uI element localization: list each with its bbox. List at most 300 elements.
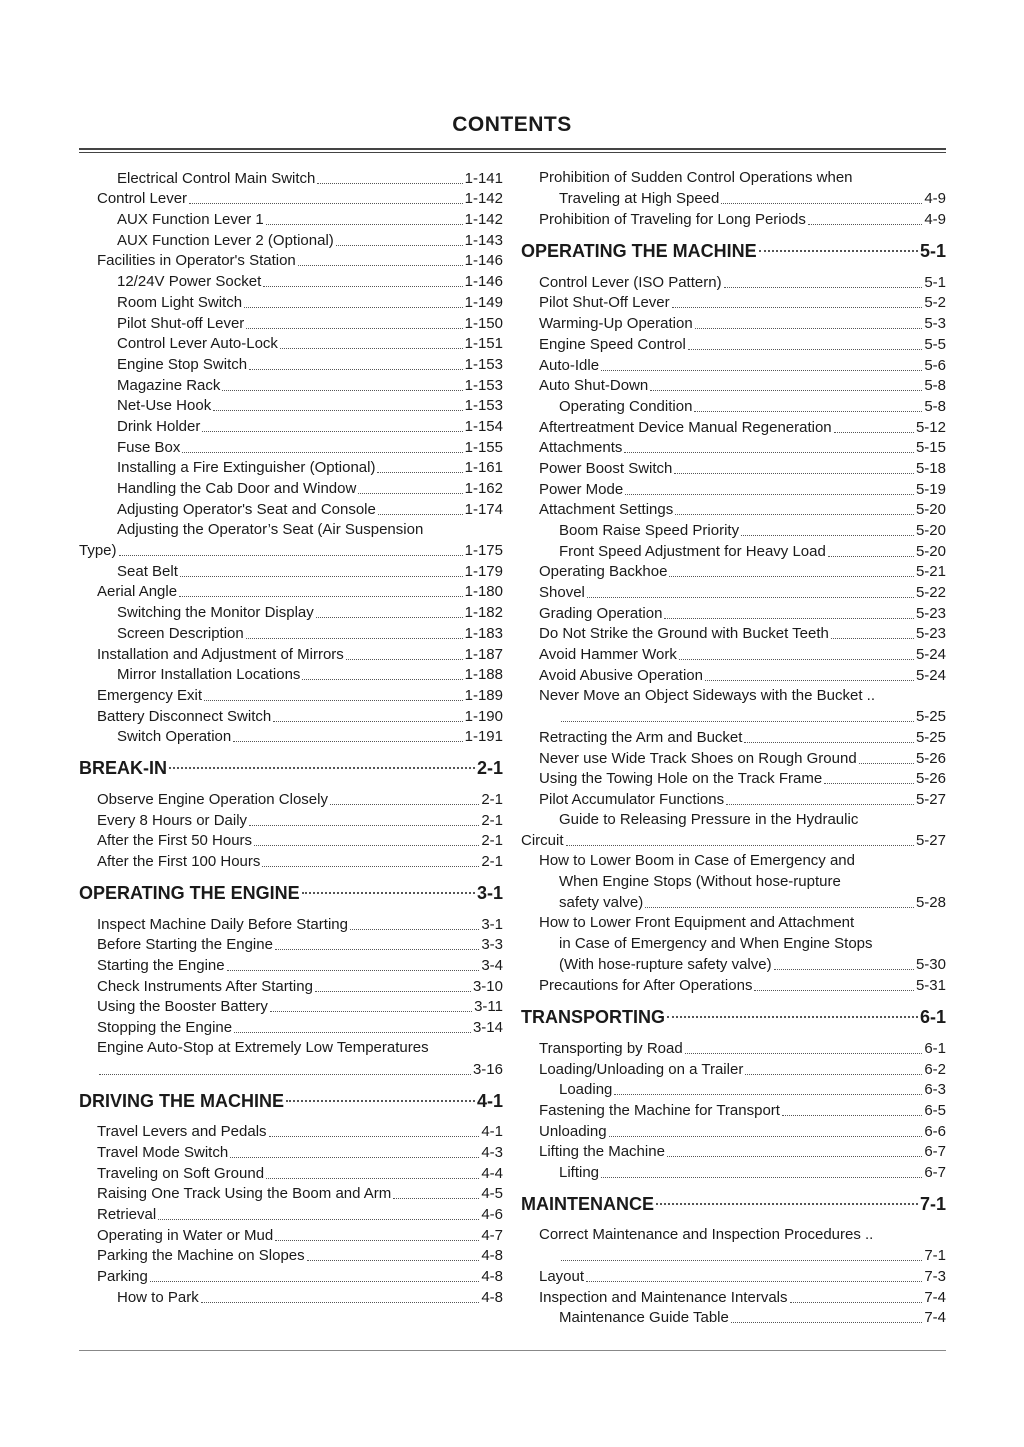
entry-title: TRANSPORTING [521, 1007, 665, 1028]
dot-leader [275, 949, 479, 950]
dot-leader [586, 1281, 922, 1282]
toc-entry[interactable] [79, 623, 503, 644]
dot-leader [667, 1016, 918, 1018]
dot-leader [859, 763, 914, 764]
page-number: 3-4 [481, 957, 503, 975]
page-number: 1-155 [464, 438, 503, 456]
dot-leader [307, 1260, 480, 1261]
dot-leader [182, 452, 462, 453]
toc-entry[interactable] [521, 1266, 946, 1287]
toc-entry[interactable] [521, 189, 946, 210]
page-number: 5-27 [915, 790, 946, 808]
toc-section-heading[interactable] [79, 872, 503, 914]
page-number: 1-146 [464, 252, 503, 270]
toc-entry[interactable] [521, 1246, 946, 1267]
dot-leader [695, 328, 923, 329]
toc-entry[interactable] [79, 1142, 503, 1163]
entry-title: Starting the Engine [97, 957, 225, 975]
toc-entry[interactable] [521, 1038, 946, 1059]
toc-entry-continued: Adjusting the Operator’s Seat (Air Suspension [117, 520, 424, 538]
toc-entry[interactable] [79, 997, 503, 1018]
dot-leader [378, 514, 463, 515]
dot-leader [561, 721, 914, 722]
page-number: 3-1 [481, 915, 503, 933]
page-number: 5-26 [915, 770, 946, 788]
page-number: 5-31 [915, 977, 946, 995]
toc-entry[interactable] [79, 375, 503, 396]
page-number: 4-6 [481, 1205, 503, 1223]
page-number: 5-28 [915, 894, 946, 912]
entry-title: Emergency Exit [97, 686, 203, 704]
page-number: 1-179 [464, 562, 503, 580]
page-number: 5-2 [924, 294, 946, 312]
page-number: 7-1 [924, 1247, 946, 1265]
dot-leader [266, 224, 463, 225]
toc-entry[interactable] [79, 209, 503, 230]
toc-entry[interactable] [521, 893, 946, 914]
toc-entry[interactable] [79, 478, 503, 499]
entry-title: Attachments [539, 439, 623, 457]
toc-column-left [79, 168, 503, 1308]
toc-entry[interactable] [79, 602, 503, 623]
toc-entry[interactable] [521, 355, 946, 376]
toc-entry[interactable] [521, 479, 946, 500]
toc-entry[interactable] [79, 499, 503, 520]
toc-entry[interactable] [79, 976, 503, 997]
toc-section-heading[interactable] [521, 996, 946, 1038]
page-number: 5-23 [915, 625, 946, 643]
entry-title: Unloading [539, 1122, 607, 1140]
dot-leader [234, 1032, 471, 1033]
toc-entry[interactable] [79, 168, 503, 189]
toc-entry[interactable] [79, 727, 503, 748]
dot-leader [254, 845, 479, 846]
page-number: 2-1 [481, 811, 503, 829]
toc-entry[interactable] [521, 541, 946, 562]
page-number: 3-1 [476, 883, 503, 903]
dot-leader [624, 452, 914, 453]
page-number: 3-3 [481, 936, 503, 954]
page-number: 1-141 [464, 169, 503, 187]
page-number: 5-1 [924, 273, 946, 291]
toc-entry[interactable] [79, 1163, 503, 1184]
dot-leader [828, 556, 914, 557]
entry-title: Adjusting Operator's Seat and Console [117, 500, 376, 518]
toc-entry[interactable] [79, 810, 503, 831]
toc-entry[interactable] [521, 1142, 946, 1163]
dot-leader [721, 203, 922, 204]
toc-entry[interactable] [79, 685, 503, 706]
dot-leader [244, 307, 463, 308]
entry-title: Pilot Shut-Off Lever [539, 294, 670, 312]
toc-entry[interactable] [79, 789, 503, 810]
entry-title: Shovel [539, 584, 585, 602]
dot-leader [614, 1094, 922, 1095]
entry-title: Electrical Control Main Switch [117, 169, 316, 187]
toc-entry-continued: How to Lower Front Equipment and Attachment [539, 914, 855, 932]
dot-leader [204, 700, 463, 701]
toc-entry[interactable] [521, 789, 946, 810]
toc-entry[interactable] [79, 1122, 503, 1143]
page-number: 1-189 [464, 686, 503, 704]
dot-leader [664, 618, 914, 619]
entry-title: Using the Booster Battery [97, 998, 268, 1016]
page-number: 3-10 [472, 977, 503, 995]
entry-title: Loading/Unloading on a Trailer [539, 1060, 744, 1078]
page-number: 5-3 [924, 315, 946, 333]
page-number: 1-187 [464, 645, 503, 663]
page-number: 5-5 [924, 335, 946, 353]
toc-entry[interactable] [521, 1059, 946, 1080]
entry-title: Raising One Track Using the Boom and Arm [97, 1185, 392, 1203]
entry-title: Switch Operation [117, 728, 232, 746]
toc-entry-continued: Never Move an Object Sideways with the Bucket .. [539, 686, 875, 704]
toc-entry[interactable] [521, 727, 946, 748]
toc-entry[interactable] [79, 437, 503, 458]
dot-leader [667, 1156, 922, 1157]
entry-title: Inspect Machine Daily Before Starting [97, 915, 348, 933]
dot-leader [744, 742, 914, 743]
toc-entry[interactable] [521, 603, 946, 624]
dot-leader [189, 203, 463, 204]
entry-title: Check Instruments After Starting [97, 977, 313, 995]
entry-title: (With hose-rupture safety valve) [559, 956, 772, 974]
toc-entry[interactable] [521, 975, 946, 996]
entry-title: Mirror Installation Locations [117, 666, 301, 684]
toc-entry[interactable] [79, 189, 503, 210]
toc-entry[interactable] [521, 582, 946, 603]
entry-title: AUX Function Lever 2 (Optional) [117, 231, 334, 249]
dot-leader [679, 659, 914, 660]
page-number: 5-20 [915, 522, 946, 539]
entry-title: Switching the Monitor Display [117, 604, 314, 622]
entry-title: Drink Holder [117, 417, 201, 435]
dot-leader [561, 1260, 922, 1261]
toc-entry-continued: How to Lower Boom in Case of Emergency and [539, 852, 855, 870]
entry-title: Operating in Water or Mud [97, 1226, 274, 1244]
toc-entry[interactable] [79, 1059, 503, 1080]
toc-entry[interactable] [79, 1204, 503, 1225]
page-title: CONTENTS [452, 113, 572, 136]
page-number: 1-161 [464, 459, 503, 477]
toc-entry[interactable] [79, 831, 503, 852]
toc-entry[interactable] [521, 396, 946, 417]
dot-leader [169, 767, 475, 769]
toc-entry[interactable] [79, 416, 503, 437]
page-number: 5-15 [915, 439, 946, 457]
dot-leader [273, 721, 462, 722]
entry-title: Operating Backhoe [539, 563, 668, 581]
toc-entry-continued: in Case of Emergency and When Engine Stops [559, 935, 873, 953]
entry-title: Traveling on Soft Ground [97, 1164, 265, 1182]
page-number: 4-5 [481, 1185, 503, 1203]
toc-entry[interactable] [79, 458, 503, 479]
page-number: 1-153 [464, 355, 503, 373]
page-number: 5-27 [915, 832, 946, 850]
toc-entry[interactable] [521, 1121, 946, 1142]
toc-entry[interactable] [521, 272, 946, 293]
toc-entry[interactable] [79, 1017, 503, 1038]
page-number: 6-1 [919, 1007, 946, 1028]
page-number: 6-5 [924, 1101, 946, 1119]
toc-entry[interactable] [521, 955, 946, 976]
entry-title: Handling the Cab Door and Window [117, 480, 357, 497]
entry-title: Before Starting the Engine [97, 936, 273, 954]
toc-entry[interactable] [521, 438, 946, 459]
toc-entry-continued: Engine Auto-Stop at Extremely Low Temperatures [97, 1039, 429, 1057]
toc-entry[interactable] [521, 665, 946, 686]
dot-leader [249, 825, 479, 826]
entry-title: Net-Use Hook [117, 397, 212, 415]
dot-leader [754, 990, 914, 991]
dot-leader [179, 596, 463, 597]
dot-leader [227, 970, 480, 971]
page-number: 4-8 [481, 1288, 503, 1306]
toc-entry[interactable] [79, 1287, 503, 1308]
dot-leader [346, 659, 463, 660]
dot-leader [249, 369, 463, 370]
entry-title: Loading [559, 1081, 613, 1099]
page-number: 4-9 [924, 190, 946, 208]
toc-entry-continued: When Engine Stops (Without hose-rupture [559, 873, 841, 890]
entry-title: Facilities in Operator's Station [97, 252, 296, 270]
entry-title: safety valve) [559, 894, 644, 912]
toc-entry[interactable] [521, 1080, 946, 1101]
page-number: 1-150 [464, 314, 503, 332]
entry-title: Avoid Hammer Work [539, 646, 677, 664]
dot-leader [316, 617, 463, 618]
entry-title: Travel Levers and Pedals [97, 1123, 267, 1141]
page-number: 1-174 [464, 500, 503, 518]
dot-leader [266, 1178, 479, 1179]
entry-title: Operating Condition [559, 397, 693, 415]
entry-title: Installing a Fire Extinguisher (Optional) [117, 459, 376, 477]
entry-title: Transporting by Road [539, 1039, 683, 1057]
toc-entry[interactable] [521, 1100, 946, 1121]
entry-title: Avoid Abusive Operation [539, 666, 703, 684]
page-number: 4-9 [924, 211, 946, 229]
page-number: 5-26 [915, 749, 946, 767]
toc-entry[interactable] [79, 1266, 503, 1287]
page-number: 5-18 [915, 459, 946, 477]
page-number: 4-8 [481, 1247, 503, 1265]
toc-entry[interactable] [521, 1287, 946, 1308]
entry-title: Traveling at High Speed [559, 190, 720, 208]
dot-leader [302, 892, 475, 894]
toc-entry[interactable] [79, 955, 503, 976]
toc-entry[interactable] [79, 313, 503, 334]
toc-section-heading[interactable] [79, 747, 503, 789]
entry-title: Warming-Up Operation [539, 315, 693, 333]
dot-leader [246, 638, 463, 639]
entry-title: Never use Wide Track Shoes on Rough Ground [539, 749, 857, 767]
entry-title: Installation and Adjustment of Mirrors [97, 645, 344, 663]
toc-entry[interactable] [79, 644, 503, 665]
dot-leader [393, 1198, 479, 1199]
page-number: 6-2 [924, 1060, 946, 1078]
toc-entry[interactable] [79, 1225, 503, 1246]
page-number: 5-22 [915, 584, 946, 602]
entry-title: After the First 100 Hours [97, 853, 261, 870]
toc-section-heading[interactable] [521, 230, 946, 272]
dot-leader [741, 535, 914, 536]
page-number: 1-146 [464, 273, 503, 291]
toc-entry[interactable] [79, 251, 503, 272]
page-number: 4-8 [481, 1268, 503, 1285]
page-number: 6-6 [924, 1122, 946, 1140]
toc-entry[interactable] [521, 293, 946, 314]
toc-entry[interactable] [521, 334, 946, 355]
dot-leader [731, 1322, 922, 1323]
page-number: 2-1 [476, 758, 503, 779]
dot-leader [705, 680, 914, 681]
dot-leader [233, 741, 462, 742]
entry-title: Retrieval [97, 1205, 157, 1223]
page-number: 5-23 [915, 604, 946, 622]
toc-entry[interactable] [521, 500, 946, 521]
entry-title: MAINTENANCE [521, 1193, 654, 1214]
entry-title: Maintenance Guide Table [559, 1309, 729, 1327]
dot-leader [275, 1240, 479, 1241]
dot-leader [317, 183, 462, 184]
toc-section-heading[interactable] [79, 1080, 503, 1122]
toc-entry[interactable] [521, 562, 946, 583]
entry-title: Fastening the Machine for Transport [539, 1101, 780, 1119]
dot-leader [669, 576, 914, 577]
entry-title: Observe Engine Operation Closely [97, 790, 328, 808]
dot-leader [119, 555, 463, 556]
page-number: 7-3 [924, 1268, 946, 1285]
entry-title: Power Mode [539, 480, 624, 498]
entry-title: Layout [539, 1268, 585, 1285]
toc-entry[interactable] [521, 1162, 946, 1183]
entry-title: DRIVING THE MACHINE [79, 1090, 285, 1111]
toc-entry[interactable] [79, 334, 503, 355]
entry-title: Retracting the Arm and Bucket [539, 728, 743, 746]
entry-title: Engine Speed Control [539, 335, 686, 353]
page-number: 5-20 [915, 501, 946, 519]
toc-entry[interactable] [79, 540, 503, 561]
entry-title: Type) [79, 542, 117, 560]
entry-title: Room Light Switch [117, 293, 243, 311]
toc-entry[interactable] [79, 935, 503, 956]
dot-leader [650, 390, 922, 391]
entry-title: Power Boost Switch [539, 459, 673, 477]
toc-entry[interactable] [79, 1184, 503, 1205]
page-number: 2-1 [481, 853, 503, 870]
page-number: 1-162 [464, 480, 503, 497]
dot-leader [280, 348, 463, 349]
toc-entry[interactable] [79, 292, 503, 313]
page-number: 5-21 [915, 563, 946, 581]
dot-leader [808, 224, 922, 225]
page-number: 6-7 [924, 1163, 946, 1181]
dot-leader [180, 576, 463, 577]
page-number: 5-25 [915, 728, 946, 746]
toc-entry[interactable] [521, 376, 946, 397]
page-number: 1-175 [464, 542, 503, 560]
entry-title: Precautions for After Operations [539, 977, 753, 995]
toc-entry[interactable] [521, 831, 946, 852]
toc-entry[interactable] [79, 561, 503, 582]
entry-title: Screen Description [117, 624, 244, 642]
entry-title: Battery Disconnect Switch [97, 707, 272, 725]
dot-leader [782, 1115, 922, 1116]
toc-entry-continued: Correct Maintenance and Inspection Procedures .. [539, 1225, 874, 1243]
dot-leader [213, 410, 462, 411]
page-number: 1-153 [464, 397, 503, 415]
toc-entry[interactable] [79, 230, 503, 251]
toc-entry-continued: Guide to Releasing Pressure in the Hydraulic [559, 810, 859, 828]
page-number: 5-25 [915, 708, 946, 726]
toc-entry[interactable] [79, 665, 503, 686]
toc-entry[interactable] [79, 1246, 503, 1267]
dot-leader [694, 411, 922, 412]
page-number: 2-1 [481, 790, 503, 808]
toc-entry[interactable] [79, 706, 503, 727]
entry-title: Aftertreatment Device Manual Regeneration [539, 418, 832, 436]
toc-entry[interactable] [521, 644, 946, 665]
toc-entry[interactable] [79, 271, 503, 292]
dot-leader [263, 286, 462, 287]
toc-entry[interactable] [79, 396, 503, 417]
dot-leader [286, 1100, 475, 1102]
toc-section-heading[interactable] [521, 1183, 946, 1225]
dot-leader [672, 307, 923, 308]
dot-leader [222, 390, 462, 391]
dot-leader [601, 1177, 922, 1178]
entry-title: Lifting [559, 1163, 600, 1181]
page-number: 1-149 [464, 293, 503, 311]
toc-entry[interactable] [521, 313, 946, 334]
page-number: 6-7 [924, 1143, 946, 1161]
toc-entry[interactable] [79, 354, 503, 375]
toc-entry[interactable] [521, 748, 946, 769]
toc-entry[interactable] [79, 851, 503, 872]
page-number: 1-191 [464, 728, 503, 746]
entry-title: Boom Raise Speed Priority [559, 522, 740, 539]
toc-entry[interactable] [79, 914, 503, 935]
toc-entry[interactable] [521, 1308, 946, 1329]
dot-leader [726, 804, 914, 805]
toc-entry[interactable] [521, 209, 946, 230]
entry-title: Magazine Rack [117, 376, 221, 394]
entry-title: Control Lever [97, 190, 188, 208]
entry-title: Stopping the Engine [97, 1019, 233, 1037]
toc-entry[interactable] [521, 417, 946, 438]
toc-entry[interactable] [521, 769, 946, 790]
dot-leader [269, 1136, 480, 1137]
toc-entry[interactable] [79, 582, 503, 603]
dot-leader [645, 907, 914, 908]
toc-entry[interactable] [521, 458, 946, 479]
toc-entry[interactable] [521, 707, 946, 728]
entry-title: Every 8 Hours or Daily [97, 811, 248, 829]
entry-title: Lifting the Machine [539, 1143, 665, 1161]
page-number: 5-19 [915, 480, 946, 498]
dot-leader [350, 929, 479, 930]
entry-title: Engine Stop Switch [117, 355, 248, 373]
entry-title: Inspection and Maintenance Intervals [539, 1288, 788, 1306]
page-number: 5-24 [915, 666, 946, 684]
toc-entry[interactable] [521, 624, 946, 645]
page-number: 7-1 [919, 1193, 946, 1214]
dot-leader [246, 328, 462, 329]
toc-entry[interactable] [521, 520, 946, 541]
dot-leader [759, 250, 918, 252]
page-number: 3-11 [474, 998, 503, 1016]
dot-leader [587, 597, 914, 598]
